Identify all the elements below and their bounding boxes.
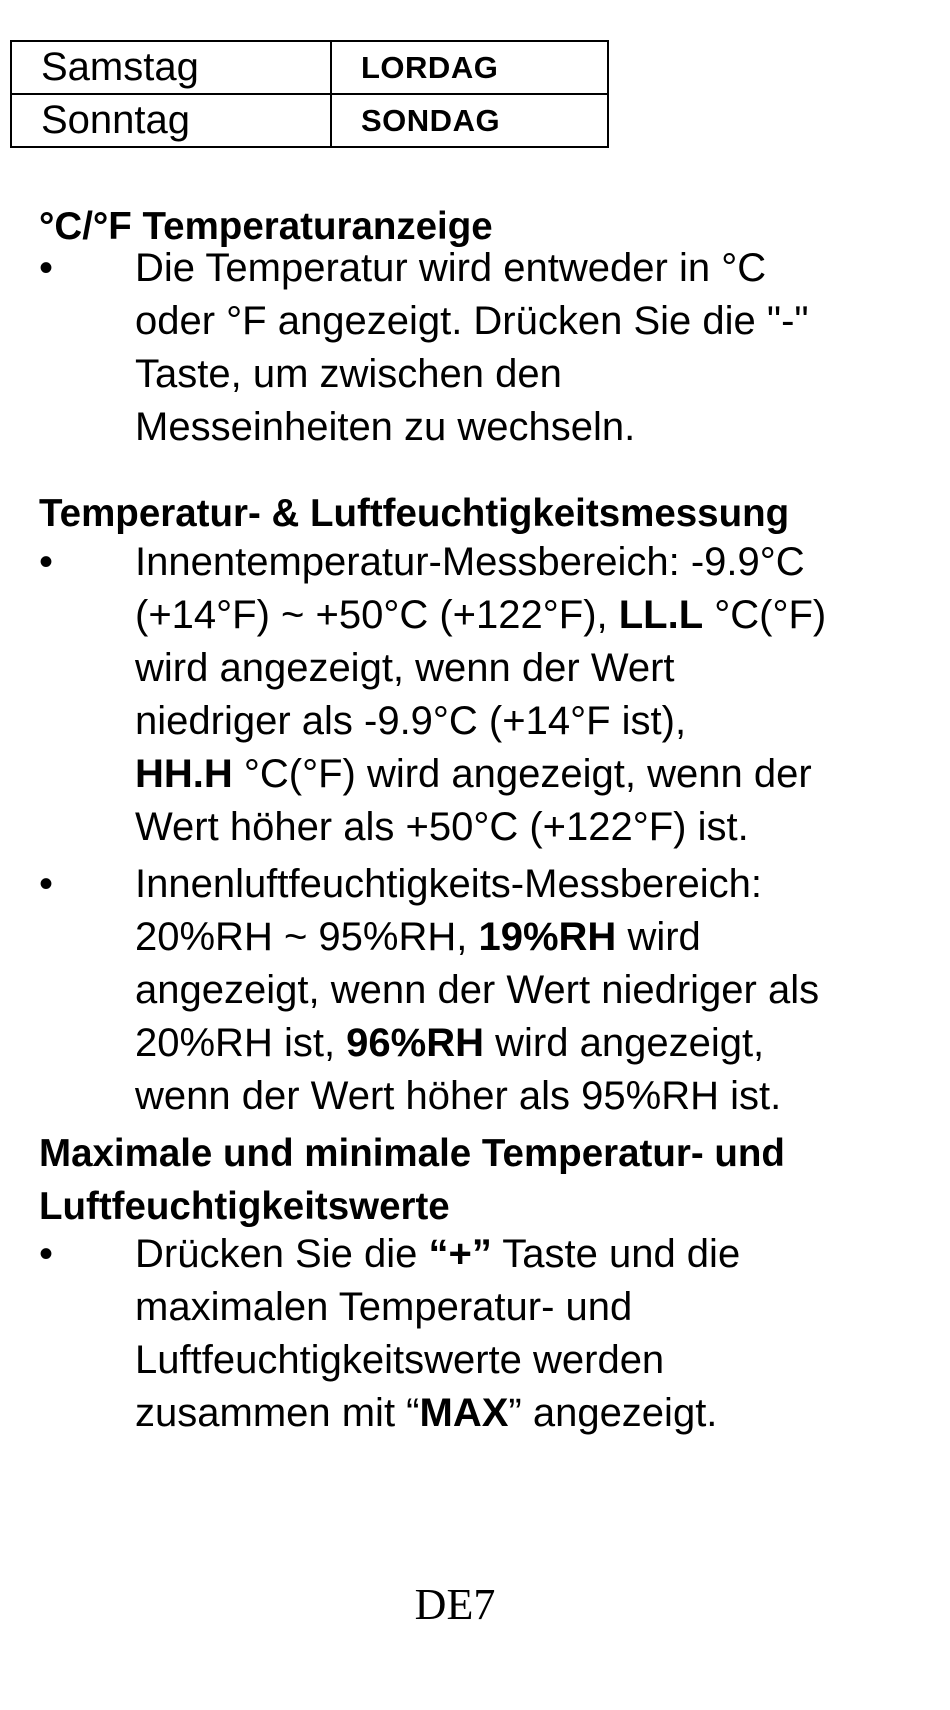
bullet-text xyxy=(135,242,935,454)
bold-text: LL.L xyxy=(618,593,704,637)
text-line xyxy=(135,1281,935,1334)
weekday-danish: SONDAG xyxy=(331,94,608,147)
page-number: DE7 xyxy=(414,1580,496,1629)
text-run: °C(°F) xyxy=(703,593,827,637)
text-line xyxy=(135,348,935,401)
text-run: Taste, um zwischen den xyxy=(135,352,562,396)
text-line xyxy=(135,642,935,695)
text-line xyxy=(135,1228,935,1281)
weekday-table xyxy=(10,40,609,148)
text-line xyxy=(135,964,935,1017)
table-row xyxy=(11,41,608,94)
text-run: 20%RH ist, xyxy=(135,1021,347,1065)
weekday-german: Sonntag xyxy=(11,94,331,147)
text-run: 20%RH ~ 95%RH, xyxy=(135,915,479,959)
text-run: (+14°F) ~ +50°C (+122°F), xyxy=(135,593,619,637)
text-line xyxy=(135,801,935,854)
text-run: Taste und die xyxy=(491,1232,741,1276)
table-row xyxy=(11,94,608,147)
bullet-icon: • xyxy=(39,1232,54,1276)
section-heading-measurement xyxy=(39,487,789,540)
text-line xyxy=(135,589,935,642)
text-run: wird angezeigt, xyxy=(484,1021,765,1065)
text-line xyxy=(135,401,935,454)
text-line xyxy=(135,242,935,295)
weekday-danish: LORDAG xyxy=(331,41,608,94)
bullet-text xyxy=(135,1228,935,1440)
heading-line: Luftfeuchtigkeitswerte xyxy=(39,1185,450,1228)
heading-line: °C/°F Temperaturanzeige xyxy=(39,205,493,248)
bullet-icon: • xyxy=(39,246,54,290)
text-run: °C(°F) wird angezeigt, wenn der xyxy=(232,752,812,796)
text-line xyxy=(135,1070,935,1123)
text-run: Wert höher als +50°C (+122°F) ist. xyxy=(135,805,749,849)
text-run: zusammen mit “ xyxy=(135,1391,420,1435)
text-run: maximalen Temperatur- und xyxy=(135,1285,633,1329)
text-run: Innentemperatur-Messbereich: -9.9°C xyxy=(135,540,805,584)
heading-line: Temperatur- & Luftfeuchtigkeitsmessung xyxy=(39,492,790,535)
text-line xyxy=(135,295,935,348)
text-run: angezeigt, wenn der Wert niedriger als xyxy=(135,968,820,1012)
bullet-icon: • xyxy=(39,540,54,584)
bold-text: 96%RH xyxy=(346,1021,485,1065)
text-run: oder °F angezeigt. Drücken Sie die "-" xyxy=(135,299,809,343)
text-line xyxy=(135,858,935,911)
text-line xyxy=(135,1334,935,1387)
section-heading-max-min xyxy=(39,1127,785,1233)
text-run: Die Temperatur wird entweder in °C xyxy=(135,246,767,290)
text-run: wird xyxy=(616,915,701,959)
text-line xyxy=(135,1017,935,1070)
bold-text: MAX xyxy=(419,1391,509,1435)
text-run: wenn der Wert höher als 95%RH ist. xyxy=(135,1074,782,1118)
text-line xyxy=(135,695,935,748)
text-run: wird angezeigt, wenn der Wert xyxy=(135,646,675,690)
text-run: Drücken Sie die xyxy=(135,1232,429,1276)
bold-text: “+” xyxy=(428,1232,492,1276)
text-line xyxy=(135,1387,935,1440)
heading-line: Maximale und minimale Temperatur- und xyxy=(39,1132,785,1175)
bullet-text xyxy=(135,858,935,1123)
bold-text: 19%RH xyxy=(478,915,617,959)
bullet-icon: • xyxy=(39,862,54,906)
bold-text: HH.H xyxy=(135,752,233,796)
text-run: Luftfeuchtigkeitswerte werden xyxy=(135,1338,665,1382)
text-line xyxy=(135,748,935,801)
text-run: niedriger als -9.9°C (+14°F ist), xyxy=(135,699,687,743)
text-line xyxy=(135,911,935,964)
bullet-text xyxy=(135,536,935,854)
text-run: Innenluftfeuchtigkeits-Messbereich: xyxy=(135,862,762,906)
text-run: ” angezeigt. xyxy=(508,1391,718,1435)
text-line xyxy=(135,536,935,589)
text-run: Messeinheiten zu wechseln. xyxy=(135,405,636,449)
weekday-german: Samstag xyxy=(11,41,331,94)
